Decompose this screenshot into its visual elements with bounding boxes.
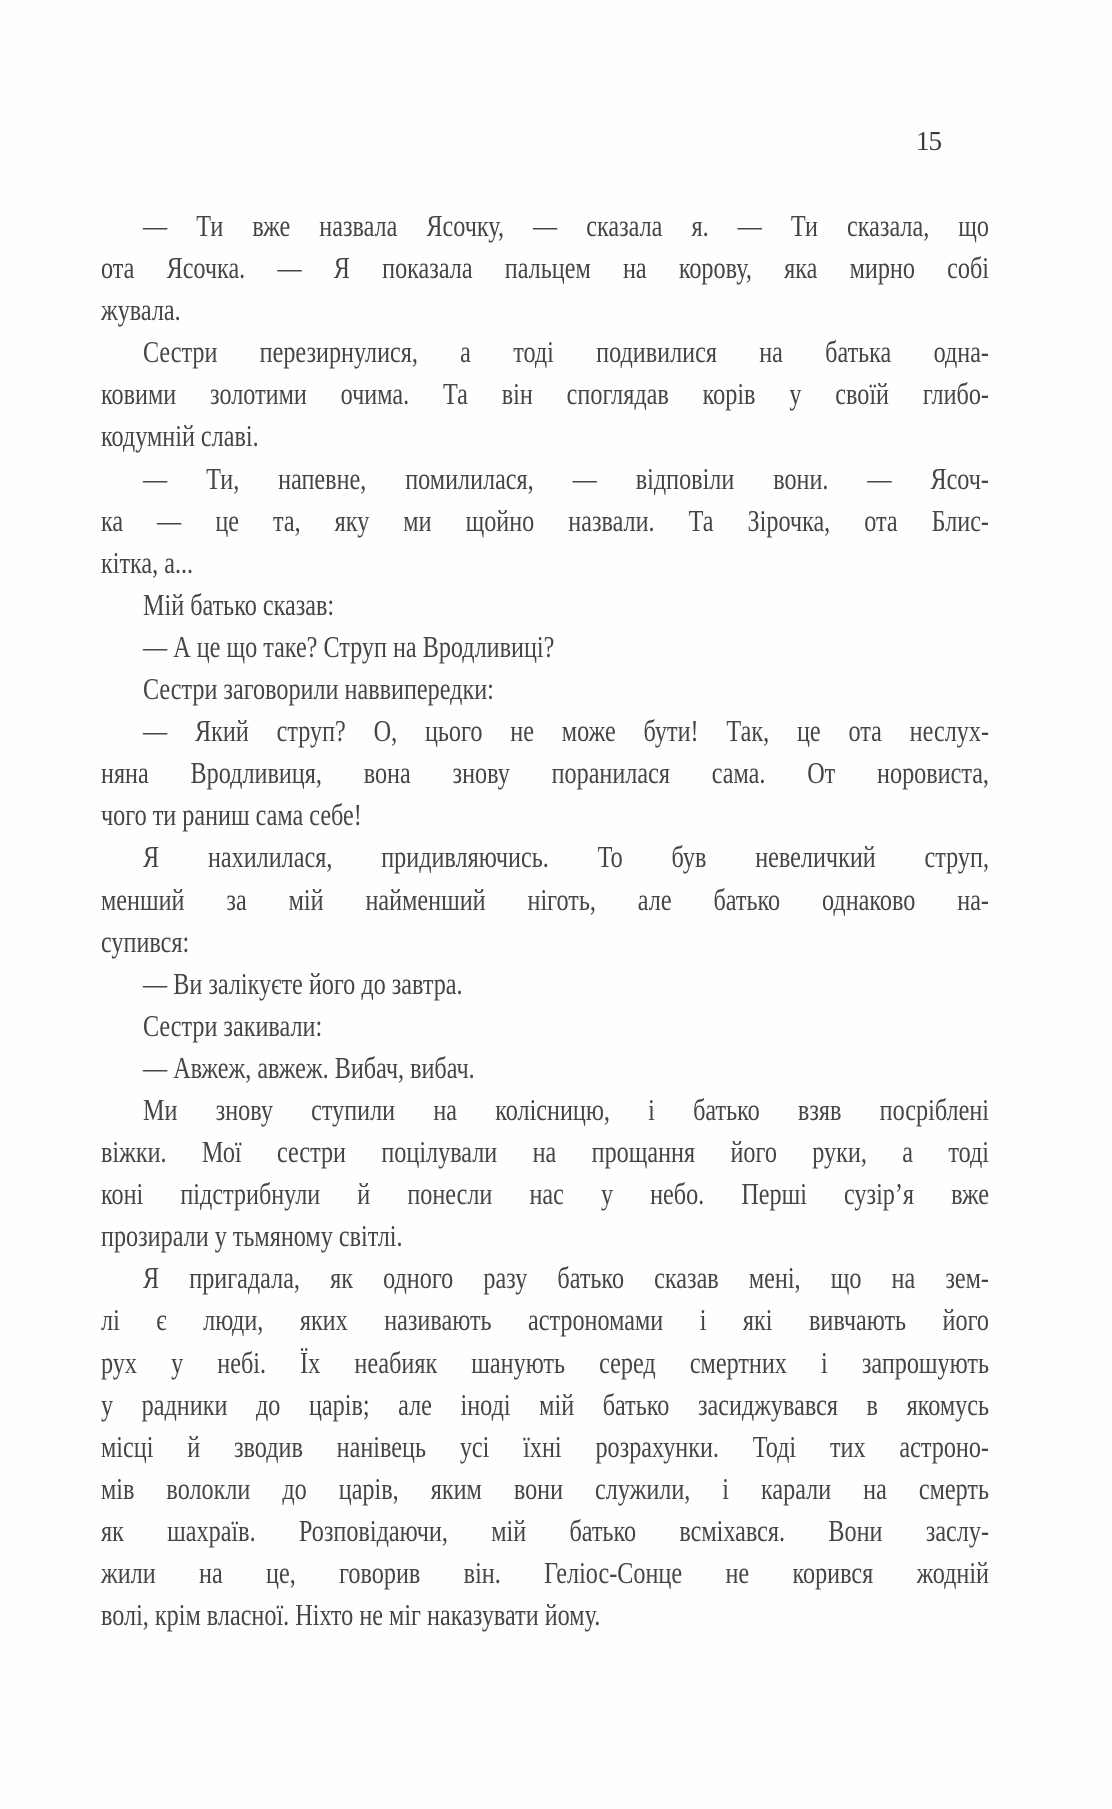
text-line xyxy=(101,1257,989,1299)
text-line xyxy=(101,794,989,836)
text-line xyxy=(101,1468,989,1510)
text-line xyxy=(101,1089,989,1131)
text-line xyxy=(101,752,989,794)
text-line-content: — Ти вже назвала Ясочку, — сказала я. — Ти сказала, що xyxy=(143,208,989,243)
text-line-content: — Ви залікуєте його до завтра. xyxy=(143,965,463,1001)
text-line-content: Ми знову ступили на колісницю, і батько взяв посріблені xyxy=(143,1091,989,1127)
body-text xyxy=(101,205,989,1636)
text-line xyxy=(101,542,989,584)
text-line-content: мів волокли до царів, яким вони служили, і карали на смерть xyxy=(101,1470,989,1506)
text-line xyxy=(101,879,989,921)
text-line xyxy=(101,1215,989,1257)
text-line-content: — Авжеж, авжеж. Вибач, вибач. xyxy=(143,1049,475,1085)
text-line-content: жили на це, говорив він. Геліос-Сонце не корився жодній xyxy=(101,1555,989,1590)
text-line xyxy=(101,836,989,878)
text-line-content: Сестри заговорили наввипередки: xyxy=(143,671,494,707)
text-line xyxy=(101,247,989,289)
text-line-content: ота Ясочка. — Я показала пальцем на корову, яка мирно собі xyxy=(101,250,989,286)
text-line xyxy=(101,710,989,752)
text-line xyxy=(101,1047,989,1089)
text-line-content: Я нахилилася, придивляючись. То був невеличкий струп, xyxy=(143,839,989,875)
text-line-content: — Який струп? О, цього не може бути! Так, це ота неслух- xyxy=(143,713,989,749)
text-line xyxy=(101,1426,989,1468)
page-number: 15 xyxy=(916,126,941,156)
text-line-content: Я пригадала, як одного разу батько сказав мені, що на зем- xyxy=(143,1260,989,1296)
text-line-content: лі є люди, яких називають астрономами і які вивчають його xyxy=(101,1302,989,1338)
text-line xyxy=(101,668,989,710)
text-line xyxy=(101,921,989,963)
text-line xyxy=(101,289,989,331)
text-line-content: прозирали у тьмяному світлі. xyxy=(101,1218,403,1254)
text-line-content: місці й зводив нанівець усі їхні розрахунки. Тоді тих астроно- xyxy=(101,1428,989,1464)
text-line-content: няна Вродливиця, вона знову поранилася сама. От норовиста, xyxy=(101,755,989,791)
text-line xyxy=(101,458,989,500)
text-line xyxy=(101,331,989,373)
text-line xyxy=(101,1342,989,1384)
text-line-content: Сестри перезирнулися, а тоді подивилися на батька одна- xyxy=(143,334,989,370)
text-line-content: ка — це та, яку ми щойно назвали. Та Зірочка, ота Блис- xyxy=(101,502,989,538)
text-line xyxy=(101,415,989,457)
text-line-content: кітка, а... xyxy=(101,544,194,580)
text-line xyxy=(101,963,989,1005)
text-line-content: ковими золотими очима. Та він споглядав корів у своїй глибо- xyxy=(101,376,989,412)
text-line xyxy=(101,1510,989,1552)
text-line xyxy=(101,1594,989,1636)
text-line-content: супився: xyxy=(101,923,190,959)
text-line-content: менший за мій найменший ніготь, але батько однаково на- xyxy=(101,881,989,917)
text-line-content: — А це що таке? Струп на Вродливиці? xyxy=(143,628,555,664)
text-line xyxy=(101,626,989,668)
text-line-content: чого ти раниш сама себе! xyxy=(101,797,362,833)
text-line-content: — Ти, напевне, помилилася, — відповіли вони. — Ясоч- xyxy=(143,460,989,496)
text-line xyxy=(101,1131,989,1173)
text-line-content: кодумній славі. xyxy=(101,418,259,454)
text-line xyxy=(101,1005,989,1047)
text-line-content: як шахраїв. Розповідаючи, мій батько всміхався. Вони заслу- xyxy=(101,1512,989,1548)
text-line-content: Мій батько сказав: xyxy=(143,586,335,622)
text-line-content: у радники до царів; але іноді мій батько засиджувався в якомусь xyxy=(101,1386,989,1422)
text-line xyxy=(101,1173,989,1215)
text-line xyxy=(101,205,989,247)
text-line xyxy=(101,584,989,626)
text-line xyxy=(101,500,989,542)
text-line-content: жувала. xyxy=(101,292,181,328)
text-line-content: волі, крім власної. Ніхто не міг наказувати йому. xyxy=(101,1597,601,1633)
text-line xyxy=(101,373,989,415)
text-line-content: Сестри закивали: xyxy=(143,1007,323,1043)
text-line xyxy=(101,1552,989,1594)
text-line-content: коні підстрибнули й понесли нас у небо. Перші сузір’я вже xyxy=(101,1176,989,1212)
text-line-content: віжки. Мої сестри поцілували на прощання його руки, а тоді xyxy=(101,1134,989,1170)
text-line-content: рух у небі. Їх неабияк шанують серед смертних і запрошують xyxy=(101,1344,989,1380)
text-line xyxy=(101,1299,989,1341)
text-line xyxy=(101,1384,989,1426)
